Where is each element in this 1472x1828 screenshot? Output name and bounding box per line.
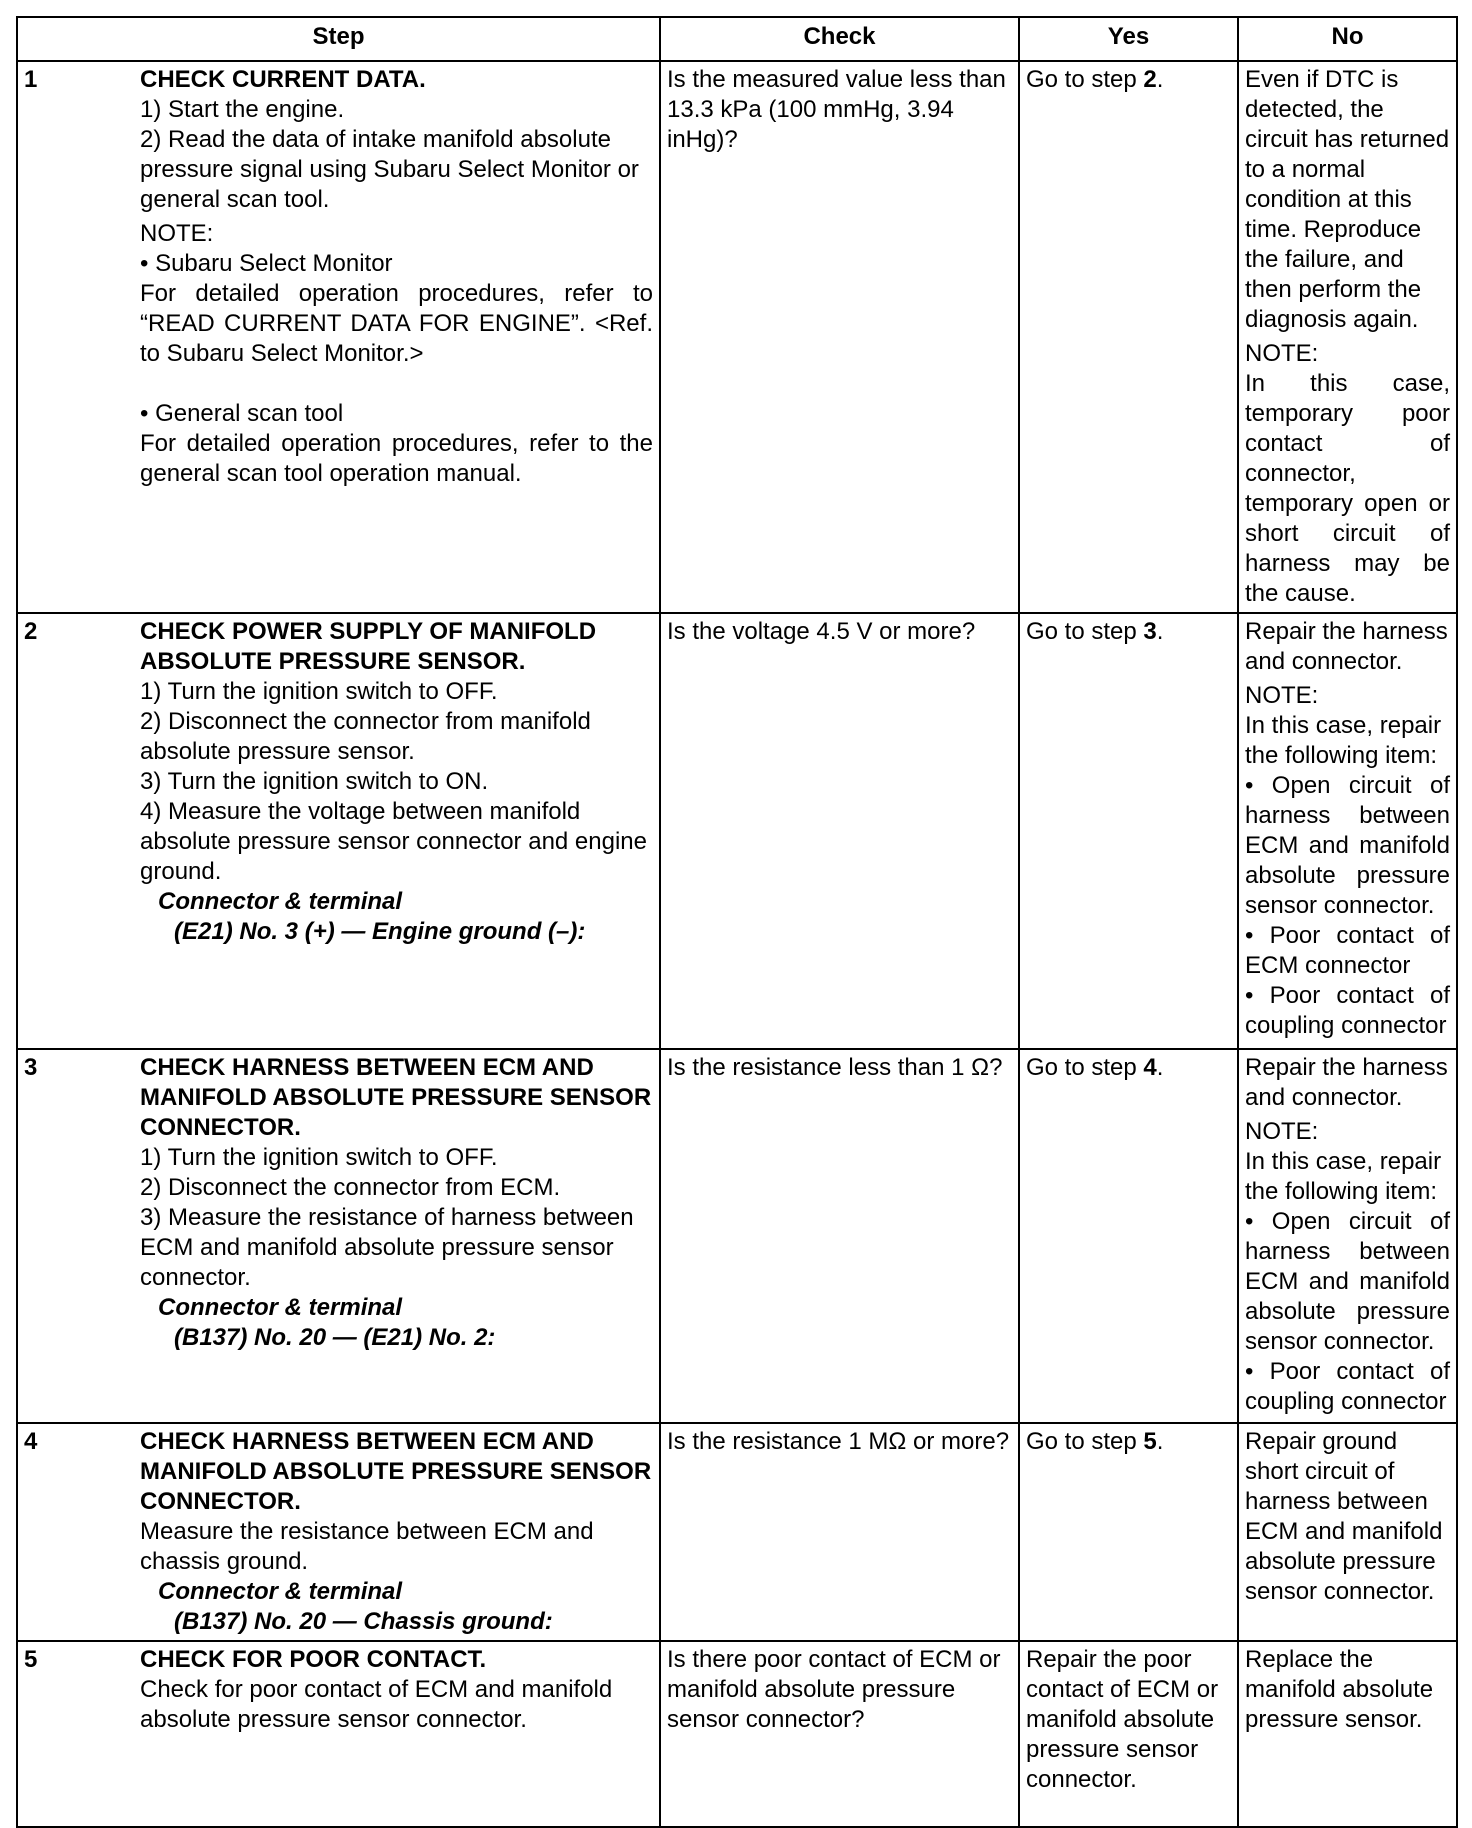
terminal-spec: (E21) No. 3 (+) — Engine ground (–):	[174, 918, 586, 945]
no-line: Repair the harness and connector.	[1245, 618, 1448, 675]
no-line: In this case, temporary poor contact of connector, temporary open or short circuit of harness may be the cause.	[1245, 370, 1450, 607]
step-title: CHECK HARNESS BETWEEN ECM AND MANIFOLD ABSOLUTE PRESSURE SENSOR CONNECTOR.	[140, 1054, 652, 1141]
no-note-label: NOTE:	[1245, 1118, 1319, 1145]
no-line: In this case, repair the following item:	[1245, 1148, 1442, 1205]
step-title: CHECK POWER SUPPLY OF MANIFOLD ABSOLUTE PRESSURE SENSOR.	[140, 618, 597, 675]
header-yes: Yes	[1019, 17, 1238, 61]
step-line: Measure the resistance between ECM and chassis ground.	[140, 1518, 594, 1575]
step-line: 2) Read the data of intake manifold absolute pressure signal using Subaru Select Monitor or general scan tool.	[140, 126, 639, 213]
check-cell: Is there poor contact of ECM or manifold absolute pressure sensor connector?	[660, 1641, 1019, 1827]
yes-cell: Go to step 4.	[1019, 1049, 1238, 1423]
no-line: In this case, repair the following item:	[1245, 712, 1442, 769]
step-cell	[17, 1641, 660, 1827]
step-cell	[17, 61, 660, 613]
step-cell	[17, 1423, 660, 1641]
step-number: 2	[24, 618, 38, 645]
step-number: 5	[24, 1646, 38, 1673]
check-cell: Is the voltage 4.5 V or more?	[660, 613, 1019, 1049]
yes-cell: Go to step 3.	[1019, 613, 1238, 1049]
yes-text: Go to step	[1026, 66, 1144, 93]
step-number: 3	[24, 1054, 38, 1081]
step-line: • Subaru Select Monitor	[140, 250, 393, 277]
yes-text: Go to step	[1026, 1054, 1144, 1081]
no-note-label: NOTE:	[1245, 340, 1319, 367]
no-cell	[1238, 1641, 1457, 1827]
table-row	[17, 61, 1457, 613]
yes-cell: Repair the poor contact of ECM or manifold absolute pressure sensor connector.	[1019, 1641, 1238, 1827]
no-note-label: NOTE:	[1245, 682, 1319, 709]
no-line: • Poor contact of coupling connector	[1245, 1358, 1450, 1415]
no-line: Repair ground short circuit of harness between ECM and manifold absolute pressure sensor connector.	[1245, 1428, 1443, 1605]
yes-step-number: 2	[1143, 66, 1157, 93]
step-line: 2) Disconnect the connector from ECM.	[140, 1174, 561, 1201]
yes-cell: Go to step 2.	[1019, 61, 1238, 613]
header-step: Step	[17, 17, 660, 61]
step-line: For detailed operation procedures, refer to the general scan tool operation manual.	[140, 430, 653, 487]
no-line: Even if DTC is detected, the circuit has returned to a normal condition at this time. Reproduce the failure, and then perform the diagnosis again.	[1245, 66, 1450, 333]
step-line: 4) Measure the voltage between manifold absolute pressure sensor connector and engine ground.	[140, 798, 647, 885]
step-cell	[17, 1049, 660, 1423]
terminal-spec: (B137) No. 20 — (E21) No. 2:	[174, 1324, 496, 1351]
step-number: 1	[24, 66, 38, 93]
step-line: 1) Turn the ignition switch to OFF.	[140, 678, 498, 705]
no-cell	[1238, 61, 1457, 613]
terminal-label: Connector & terminal	[158, 1578, 403, 1605]
table-row	[17, 1049, 1457, 1423]
no-cell	[1238, 1049, 1457, 1423]
yes-text: Go to step	[1026, 618, 1144, 645]
yes-text: Go to step	[1026, 1428, 1144, 1455]
check-cell: Is the resistance less than 1 Ω?	[660, 1049, 1019, 1423]
step-title: CHECK HARNESS BETWEEN ECM AND MANIFOLD ABSOLUTE PRESSURE SENSOR CONNECTOR.	[140, 1428, 652, 1515]
check-cell: Is the measured value less than 13.3 kPa (100 mmHg, 3.94 inHg)?	[660, 61, 1019, 613]
no-line: • Open circuit of harness between ECM and manifold absolute pressure sensor connector.	[1245, 772, 1450, 919]
step-note-label: NOTE:	[140, 220, 214, 247]
no-line: • Poor contact of ECM connector	[1245, 922, 1450, 979]
no-line: Repair the harness and connector.	[1245, 1054, 1448, 1111]
yes-step-number: 5	[1143, 1428, 1157, 1455]
yes-cell: Go to step 5.	[1019, 1423, 1238, 1641]
header-check: Check	[660, 17, 1019, 61]
no-line: • Open circuit of harness between ECM and manifold absolute pressure sensor connector.	[1245, 1208, 1450, 1355]
diagnosis-table	[16, 16, 1458, 1828]
terminal-label: Connector & terminal	[158, 888, 403, 915]
step-number: 4	[24, 1428, 38, 1455]
step-line: 3) Turn the ignition switch to ON.	[140, 768, 489, 795]
step-title: CHECK FOR POOR CONTACT.	[140, 1646, 487, 1673]
no-line: Replace the manifold absolute pressure sensor.	[1245, 1646, 1434, 1733]
no-cell	[1238, 613, 1457, 1049]
step-line: • General scan tool	[140, 400, 344, 427]
check-cell: Is the resistance 1 MΩ or more?	[660, 1423, 1019, 1641]
table-row	[17, 613, 1457, 1049]
yes-step-number: 4	[1143, 1054, 1157, 1081]
step-title: CHECK CURRENT DATA.	[140, 66, 426, 93]
step-line: 1) Start the engine.	[140, 96, 345, 123]
step-line: 3) Measure the resistance of harness between ECM and manifold absolute pressure sensor connector.	[140, 1204, 634, 1291]
yes-step-number: 3	[1143, 618, 1157, 645]
no-line: • Poor contact of coupling connector	[1245, 982, 1450, 1039]
header-row	[17, 17, 1457, 61]
step-cell	[17, 613, 660, 1049]
step-line: 2) Disconnect the connector from manifold absolute pressure sensor.	[140, 708, 591, 765]
step-line: For detailed operation procedures, refer to “READ CURRENT DATA FOR ENGINE”. <Ref. to Subaru Select Monitor.>	[140, 280, 653, 367]
table-row	[17, 1641, 1457, 1827]
terminal-label: Connector & terminal	[158, 1294, 403, 1321]
header-no: No	[1238, 17, 1457, 61]
terminal-spec: (B137) No. 20 — Chassis ground:	[174, 1608, 553, 1635]
table-row	[17, 1423, 1457, 1641]
no-cell	[1238, 1423, 1457, 1641]
step-line: 1) Turn the ignition switch to OFF.	[140, 1144, 498, 1171]
step-line: Check for poor contact of ECM and manifold absolute pressure sensor connector.	[140, 1676, 613, 1733]
